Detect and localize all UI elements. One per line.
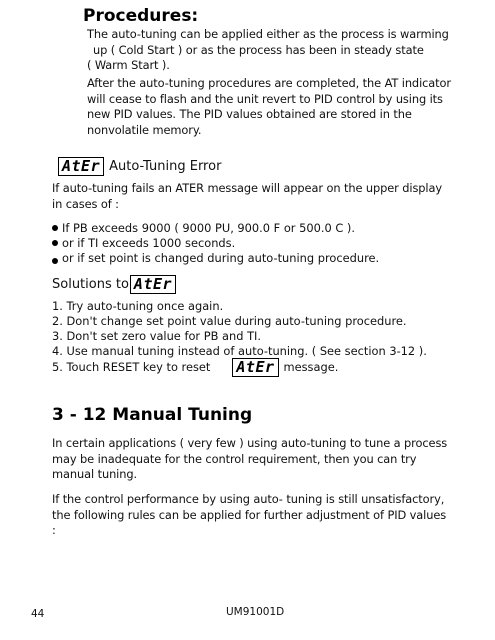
list-item — [52, 358, 338, 377]
bullet-icon — [52, 240, 58, 246]
manual-tuning-heading: 3 - 12 Manual Tuning — [52, 405, 253, 425]
text-line: If auto-tuning fails an ATER message will appear on the upper display — [52, 181, 443, 195]
list-item — [52, 251, 379, 266]
bullet-text: If PB exceeds 9000 ( 9000 PU, 900.0 F or 500.0 C ). — [62, 221, 355, 235]
list-item-suffix: message. — [283, 360, 339, 374]
bullet-icon — [52, 258, 58, 264]
error-heading — [58, 157, 221, 176]
bullet-text: or if TI exceeds 1000 seconds. — [62, 236, 236, 250]
text-line: manual tuning. — [52, 467, 138, 482]
list-item: 4. Use manual tuning instead of auto-tuning. ( See section 3-12 ). — [52, 344, 427, 358]
procedures-heading: Procedures: — [83, 6, 199, 26]
error-intro — [52, 181, 442, 212]
page-number: 44 — [31, 608, 45, 620]
procedures-paragraph-1 — [87, 27, 449, 74]
list-item — [52, 236, 235, 251]
ater-display-icon: AtEr — [130, 275, 176, 294]
text-line: The auto-tuning can be applied either as the process is warming — [87, 27, 449, 41]
text-line: will cease to flash and the unit revert to PID control by using its — [87, 91, 443, 106]
ater-display-icon: AtEr — [232, 358, 278, 377]
text-line: may be inadequate for the control requirement, then you can try — [52, 451, 417, 466]
list-item-text: 5. Touch RESET key to reset — [52, 360, 211, 374]
document-code: UM91001D — [226, 606, 285, 618]
procedures-paragraph-2 — [87, 76, 451, 138]
text-line: nonvolatile memory. — [87, 122, 202, 137]
list-item: 2. Don't change set point value during auto-tuning procedure. — [52, 314, 407, 328]
text-line: After the auto-tuning procedures are completed, the AT indicator — [87, 76, 451, 90]
list-item — [52, 221, 355, 236]
list-item: 3. Don't set zero value for PB and TI. — [52, 329, 262, 343]
solutions-label: Solutions to — [52, 277, 129, 292]
manual-paragraph-1 — [52, 436, 447, 483]
text-line: : — [52, 523, 56, 538]
bullet-text: or if set point is changed during auto-tuning procedure. — [62, 251, 380, 265]
solutions-heading — [52, 275, 176, 294]
manual-paragraph-2 — [52, 492, 446, 539]
bullet-icon — [52, 225, 58, 231]
error-title: Auto-Tuning Error — [109, 159, 222, 174]
text-line: ( Warm Start ). — [87, 58, 170, 73]
text-line: In certain applications ( very few ) using auto-tuning to tune a process — [52, 436, 448, 450]
text-line: the following rules can be applied for further adjustment of PID values — [52, 507, 447, 522]
ater-display-icon: AtEr — [58, 157, 104, 176]
text-line: new PID values. The PID values obtained are stored in the — [87, 107, 412, 122]
text-line: in cases of : — [52, 196, 119, 211]
list-item: 1. Try auto-tuning once again. — [52, 299, 224, 313]
text-line: If the control performance by using auto- tuning is still unsatisfactory, — [52, 492, 445, 506]
text-line: up ( Cold Start ) or as the process has been in steady state — [93, 42, 424, 57]
